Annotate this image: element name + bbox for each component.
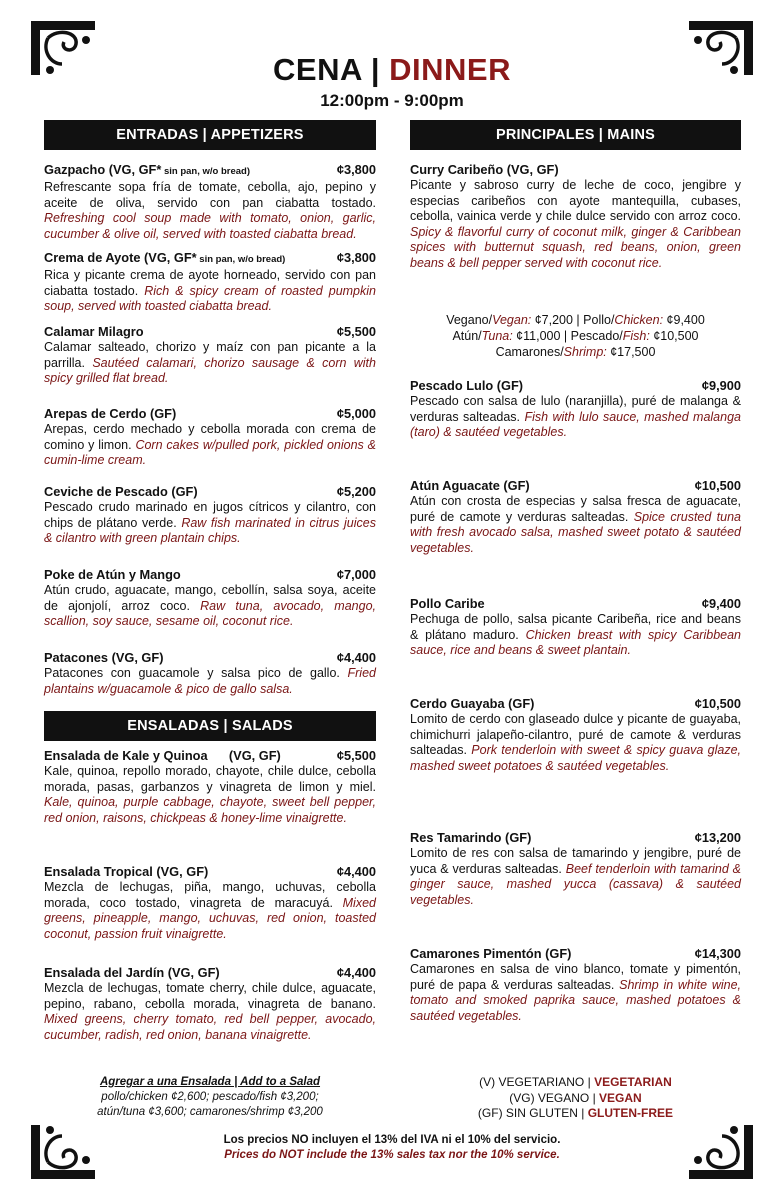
menu-item (44, 250, 376, 315)
item-desc-en: Pork tenderloin with sweet & spicy guava glaze, mashed sweet potatoes & sautéed vegetables. (410, 743, 741, 773)
item-name: Ensalada Tropical (VG, GF) (44, 864, 209, 879)
mains-header: PRINCIPALES | MAINS (410, 120, 741, 150)
curry-price-options (410, 312, 741, 360)
menu-item (44, 484, 376, 547)
item-name: Calamar Milagro (44, 324, 144, 339)
item-name: Atún Aguacate (GF) (410, 478, 530, 493)
item-desc-en: Corn cakes w/pulled pork, pickled onions & cumin-lime cream. (44, 437, 376, 468)
item-price: ¢9,900 (701, 378, 741, 393)
item-price: ¢10,500 (694, 478, 741, 493)
legend-en: VEGETARIAN (594, 1075, 672, 1089)
item-name: Patacones (VG, GF) (44, 650, 164, 665)
price-label: Camarones/ (495, 345, 564, 359)
item-name: Ceviche de Pescado (GF) (44, 484, 198, 499)
appetizers-header: ENTRADAS | APPETIZERS (44, 120, 376, 150)
item-name: Cerdo Guayaba (GF) (410, 696, 535, 711)
item-name: Camarones Pimentón (GF) (410, 946, 572, 961)
menu-item (410, 596, 741, 659)
addons-line: atún/tuna ¢3,600; camarones/shrimp ¢3,200 (97, 1106, 323, 1118)
item-name: Crema de Ayote (VG, GF* (44, 250, 197, 265)
item-name: Poke de Atún y Mango (44, 567, 181, 582)
item-desc-en: Chicken breast with spicy Caribbean sauce, rice and beans & sweet plantain. (410, 627, 741, 658)
item-desc-es: Pescado crudo marinado en jugos cítricos y cilantro, con chips de plátano verde. (44, 500, 376, 530)
diet-legend (410, 1075, 741, 1122)
menu-item (44, 324, 376, 387)
menu-item (410, 378, 741, 441)
item-desc-es: Arepas, cerdo mechado y cebolla morada con crema de comino y limon. (44, 422, 376, 452)
item-name: Pescado Lulo (GF) (410, 378, 524, 393)
item-name: Ensalada del Jardín (VG, GF) (44, 965, 220, 980)
item-desc-en: Fish with lulo sauce, mashed malanga (taro) & sautéed vegetables. (410, 409, 741, 440)
item-desc-en: Raw tuna, avocado, mango, scallion, soy sauce, sesame oil, coconut rice. (44, 598, 376, 629)
title-separator: | (370, 52, 381, 87)
price-label: Vegano/ (446, 313, 493, 327)
item-desc-en: Raw fish marinated in citrus juices & cilantro with green plantain chips. (44, 515, 376, 546)
legend-en: VEGAN (599, 1090, 642, 1105)
price-label-en: Tuna: (481, 329, 513, 343)
addons-line: pollo/chicken ¢2,600; pescado/fish ¢3,200; (101, 1091, 319, 1103)
menu-item (410, 696, 741, 774)
item-name: Ensalada de Kale y Quinoa (VG, GF) (44, 748, 281, 763)
item-name: Res Tamarindo (GF) (410, 830, 532, 845)
item-price: ¢3,800 (336, 250, 376, 265)
item-price: ¢3,800 (336, 162, 376, 177)
left-column (44, 120, 376, 1070)
title-english: DINNER (389, 52, 511, 87)
right-column (410, 120, 741, 1070)
legend-es: (V) VEGETARIANO | (479, 1075, 595, 1089)
price-value: ¢11,000 | Pescado/ (512, 329, 623, 343)
item-price: ¢14,300 (694, 946, 741, 961)
item-desc-es: Lomito de res con salsa de tamarindo y jengibre, puré de yuca & verduras salteadas. (410, 846, 741, 876)
item-desc-en: Shrimp in white wine, tomato and smoked paprika sauce, mashed potatoes & sautéed vegetables. (410, 977, 741, 1023)
item-price: ¢5,500 (336, 324, 376, 339)
item-desc-es: Rica y picante crema de ayote horneado, servido con pan ciabatta tostado. (44, 268, 376, 298)
item-name: Pollo Caribe (410, 596, 485, 611)
tax-note-es: Los precios NO incluyen el 13% del IVA ni el 10% del servicio. (223, 1134, 561, 1146)
menu-item (44, 406, 376, 469)
item-name: Curry Caribeño (VG, GF) (410, 162, 559, 177)
salad-addons (44, 1075, 376, 1120)
price-label-en: Vegan: (492, 313, 532, 327)
addons-title: Agregar a una Ensalada | Add to a Salad (99, 1076, 321, 1088)
item-desc-en: Mixed greens, cherry tomato, red bell pepper, avocado, cucumber, radish, red onion, banana vinaigrette. (44, 1012, 376, 1042)
price-label-en: Shrimp: (563, 345, 607, 359)
legend-en: GLUTEN-FREE (587, 1106, 674, 1120)
item-price: ¢10,500 (694, 696, 741, 711)
item-desc-en: Refreshing cool soup made with tomato, onion, garlic, cucumber & olive oil, served with toasted ciabatta bread. (44, 211, 376, 241)
item-desc-en: Mixed greens, pineapple, mango, uchuvas, red onion, toasted coconut, passion fruit vinaigrette. (44, 895, 376, 941)
item-desc-en: Kale, quinoa, purple cabbage, chayote, sweet bell pepper, red onion, raisons, chickpeas & honey-lime vinaigrette. (44, 795, 376, 825)
menu-item (44, 748, 376, 826)
item-price: ¢4,400 (336, 650, 376, 665)
item-name: Arepas de Cerdo (GF) (44, 406, 177, 421)
item-desc-en: Sautéed calamari, chorizo sausage & corn with spicy grilled flat bread. (44, 355, 376, 386)
item-price: ¢4,400 (336, 864, 376, 879)
menu-item (44, 965, 376, 1043)
item-price: ¢5,000 (336, 406, 376, 421)
item-price: ¢5,500 (336, 748, 376, 763)
item-desc-es: Refrescante sopa fría de tomate, cebolla, ajo, pepino y aceite de oliva, servido con pan ciabatta tostado. (44, 180, 376, 210)
legend-es: (VG) VEGANO | (509, 1090, 600, 1105)
page-title (0, 52, 784, 88)
item-price: ¢5,200 (336, 484, 376, 499)
item-desc-es: Mezcla de lechugas, piña, mango, uchuvas, cebolla morada, coco tostado, vinagreta de maracuyá. (44, 880, 376, 910)
menu-item (44, 567, 376, 630)
salads-header: ENSALADAS | SALADS (44, 711, 376, 741)
legend-es: (GF) SIN GLUTEN | (477, 1106, 588, 1120)
item-desc-es: Picante y sabroso curry de leche de coco, jengibre y especias caribeños con ayote mantequilla, cubases, cebolla, vainica verde y chile dulce servido con arroz coco. (410, 178, 741, 224)
menu-item (44, 650, 376, 697)
price-value: ¢17,500 (606, 345, 656, 359)
price-label: Atún/ (452, 329, 482, 343)
service-hours: 12:00pm - 9:00pm (320, 91, 464, 110)
item-note: sin pan, w/o bread) (161, 166, 251, 177)
menu-item (44, 864, 376, 942)
item-desc-es: Camarones en salsa de vino blanco, tomate y pimentón, puré de papa & verduras salteadas. (410, 962, 741, 992)
item-desc-en: Beef tenderloin with tamarind & ginger sauce, mashed yucca (cassava) & sautéed vegetables. (410, 861, 741, 907)
price-value: ¢7,200 | Pollo/ (531, 313, 615, 327)
item-price: ¢9,400 (701, 596, 741, 611)
menu-item (410, 162, 741, 272)
price-value: ¢10,500 (649, 329, 699, 343)
item-desc-es: Pechuga de pollo, salsa picante Caribeña, rice and beans & plátano maduro. (410, 612, 741, 642)
item-name: Gazpacho (VG, GF* (44, 162, 162, 177)
tax-footer (0, 1133, 784, 1163)
item-desc-es: Kale, quinoa, repollo morado, chayote, chile dulce, cebolla morada, pasas, garbanzos y vinagreta de limon y miel. (44, 764, 376, 794)
item-desc-en: Spice crusted tuna with fresh avocado salsa, mashed sweet potato & sautéed vegetables. (410, 509, 741, 555)
item-desc-es: Atún con crosta de especias y salsa fresca de aguacate, puré de camote y verduras salteadas. (410, 494, 741, 524)
menu-header (0, 52, 784, 112)
menu-item (410, 830, 741, 908)
menu-item (410, 478, 741, 556)
item-desc-es: Patacones con guacamole y salsa pico de gallo. (44, 666, 340, 680)
menu-item (44, 162, 376, 242)
item-desc-es: Lomito de cerdo con glaseado dulce y picante de guayaba, chimichurri jalapeño-cilantro, puré de camote & verduras salteadas. (410, 712, 741, 758)
item-desc-es: Calamar salteado, chorizo y maíz con pan picante a la parrilla. (44, 340, 376, 370)
item-desc-en: Fried plantains w/guacamole & pico de gallo salsa. (44, 666, 376, 696)
item-price: ¢4,400 (336, 965, 376, 980)
item-desc-en: Spicy & flavorful curry of coconut milk, ginger & Caribbean spices with butternut squash, red beans, onion, green beans & bell pepper served with coconut rice. (410, 224, 741, 270)
item-price: ¢7,000 (336, 567, 376, 582)
price-label-en: Fish: (622, 329, 650, 343)
item-note: sin pan, w/o bread) (196, 254, 286, 265)
item-price: ¢13,200 (694, 830, 741, 845)
menu-item (410, 946, 741, 1024)
title-spanish: CENA (273, 52, 362, 87)
item-desc-es: Pescado con salsa de lulo (naranjilla), puré de malanga & verduras salteadas. (410, 394, 741, 424)
price-value: ¢9,400 (663, 313, 705, 327)
item-desc-en: Rich & spicy cream of roasted pumpkin soup, served with toasted ciabatta bread. (44, 283, 376, 314)
item-desc-es: Mezcla de lechugas, tomate cherry, chile dulce, aguacate, pepino, rabano, cebolla morada, vinagreta de banano. (44, 981, 376, 1011)
tax-note-en: Prices do NOT include the 13% sales tax nor the 10% service. (224, 1149, 560, 1161)
price-label-en: Chicken: (614, 313, 664, 327)
item-desc-es: Atún crudo, aguacate, mango, cebollín, salsa soya, aceite de ajonjolí, arroz coco. (44, 583, 376, 613)
